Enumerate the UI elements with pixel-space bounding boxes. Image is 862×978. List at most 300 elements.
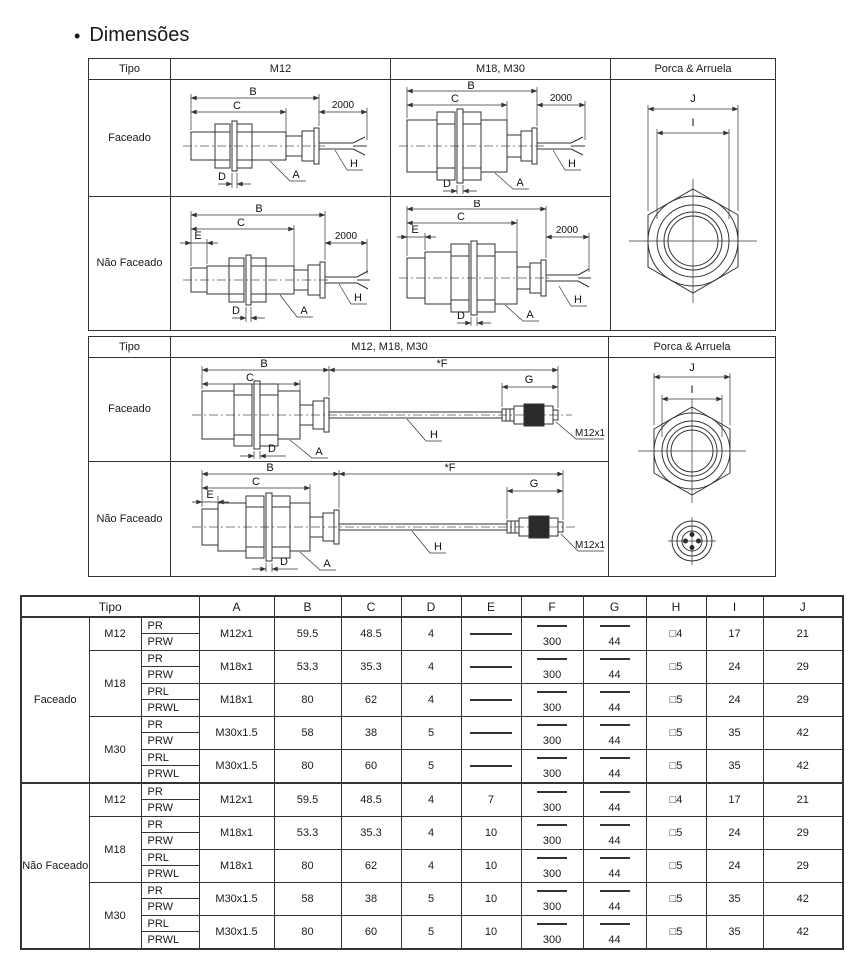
stacked-value <box>584 784 646 800</box>
model-label: PR <box>142 784 199 800</box>
value-cell-e: 10 <box>461 883 521 916</box>
header-e: E <box>461 596 521 617</box>
model-label: PRL <box>142 750 199 766</box>
t2-rowlabel-faceado: Faceado <box>89 358 171 462</box>
value-cell-i: 17 <box>706 783 763 817</box>
header-a: A <box>199 596 274 617</box>
m18-m30-nao-faceado-cable-diagram <box>395 200 607 328</box>
stacked-value: 300 <box>542 835 562 847</box>
value-cell-b: 80 <box>274 750 341 784</box>
page-title <box>74 24 189 47</box>
value-cell-f <box>521 817 583 850</box>
value-cell-f <box>521 717 583 750</box>
value-cell-c: 35.3 <box>341 817 401 850</box>
dim-label-2000: 2000 <box>334 230 357 242</box>
dim-label-c: C <box>456 210 465 223</box>
model-label: PRW <box>147 835 173 847</box>
value-cell-e <box>461 684 521 717</box>
value-cell-h: □5 <box>646 717 706 750</box>
value-cell-e: 10 <box>461 916 521 950</box>
dim-label-2000: 2000 <box>549 93 572 104</box>
dim-label-g: G <box>529 478 538 490</box>
value-cell-f <box>521 750 583 784</box>
value-cell-i: 35 <box>706 883 763 916</box>
dim-label-h: H <box>353 291 362 304</box>
value-cell-e <box>461 750 521 784</box>
header-h: H <box>646 596 706 617</box>
diagram-table-cable <box>88 58 776 331</box>
no-value-dash <box>537 857 567 859</box>
value-cell-h: □5 <box>646 750 706 784</box>
stacked-value: 300 <box>542 702 562 714</box>
dim-label-c: C <box>251 476 260 488</box>
t1-header-m18-m30: M18, M30 <box>391 59 611 80</box>
dim-label-e: E <box>410 223 419 236</box>
value-cell-a: M18x1 <box>199 684 274 717</box>
value-cell-c: 62 <box>341 684 401 717</box>
no-value-dash <box>600 691 630 693</box>
value-cell-j: 29 <box>763 817 843 850</box>
section-label: Faceado <box>21 617 89 783</box>
header-f: F <box>521 596 583 617</box>
stacked-value: 300 <box>542 802 562 814</box>
dim-label-2000: 2000 <box>555 224 578 236</box>
value-cell-i: 24 <box>706 651 763 684</box>
no-value-dash <box>600 791 630 793</box>
header-j: J <box>763 596 843 617</box>
dim-label-g: G <box>524 373 533 386</box>
value-cell-f <box>521 617 583 651</box>
table-row <box>21 617 843 651</box>
header-tipo: Tipo <box>21 596 199 617</box>
no-value-dash <box>537 625 567 627</box>
value-cell-j: 42 <box>763 916 843 950</box>
stacked-value: 44 <box>608 735 621 747</box>
value-cell-i: 24 <box>706 817 763 850</box>
nut-washer-connector-face-diagram <box>612 359 772 575</box>
value-cell-c: 60 <box>341 750 401 784</box>
value-cell-a: M30x1.5 <box>199 916 274 950</box>
stacked-value: 44 <box>608 802 621 814</box>
value-cell-d: 5 <box>401 750 461 784</box>
model-label: PR <box>142 883 199 899</box>
value-cell-a: M30x1.5 <box>199 750 274 784</box>
value-cell-b: 58 <box>274 717 341 750</box>
dim-label-a: A <box>322 558 331 570</box>
dimension-table <box>20 595 844 950</box>
value-cell-c: 35.3 <box>341 651 401 684</box>
value-cell-e <box>461 651 521 684</box>
value-cell-e: 7 <box>461 783 521 817</box>
value-cell-b: 59.5 <box>274 617 341 651</box>
t2-rowlabel-nao-faceado: Não Faceado <box>89 462 171 577</box>
no-value-dash <box>537 757 567 759</box>
model-label: PRW <box>147 802 173 814</box>
model-label: PRL <box>142 684 199 700</box>
no-value-dash <box>537 658 567 660</box>
value-cell-c: 62 <box>341 850 401 883</box>
value-cell-g <box>583 817 646 850</box>
value-cell-j: 21 <box>763 783 843 817</box>
connector-pin <box>690 532 695 537</box>
value-cell-c: 48.5 <box>341 783 401 817</box>
connector-pin <box>696 539 701 544</box>
dim-label-h: H <box>567 158 576 170</box>
model-label: PRWL <box>147 768 180 780</box>
value-cell-e <box>461 717 521 750</box>
value-cell-j: 29 <box>763 651 843 684</box>
value-cell-h: □5 <box>646 651 706 684</box>
dim-label-j: J <box>689 362 695 374</box>
value-cell-f <box>521 651 583 684</box>
stacked-value <box>522 916 583 932</box>
value-cell-g <box>583 850 646 883</box>
value-cell-g <box>583 684 646 717</box>
stacked-value <box>522 883 583 899</box>
model-label: PRL <box>142 916 199 932</box>
t2-header-porca-arruela: Porca & Arruela <box>609 337 776 358</box>
model-cell <box>141 783 199 817</box>
value-cell-c: 38 <box>341 717 401 750</box>
stacked-value: 300 <box>542 636 562 648</box>
t2-header-tipo: Tipo <box>89 337 171 358</box>
value-cell-d: 4 <box>401 850 461 883</box>
dim-label-a: A <box>515 177 524 189</box>
no-value-dash <box>537 791 567 793</box>
dim-label-2000: 2000 <box>331 100 354 111</box>
value-cell-b: 59.5 <box>274 783 341 817</box>
value-cell-g <box>583 883 646 916</box>
no-value-dash <box>600 923 630 925</box>
no-value-dash <box>600 724 630 726</box>
t1-cell-m18m30-nao-faceado <box>391 197 611 331</box>
m12-nao-faceado-cable-diagram <box>175 200 387 328</box>
table-row <box>21 684 843 717</box>
dim-label-h: H <box>433 541 442 553</box>
size-label: M30 <box>89 883 141 950</box>
value-cell-j: 42 <box>763 883 843 916</box>
model-cell <box>141 651 199 684</box>
table-row <box>21 817 843 850</box>
model-label: PR <box>142 717 199 733</box>
table-row <box>89 337 776 358</box>
stacked-value: 44 <box>608 702 621 714</box>
t1-rowlabel-nao-faceado: Não Faceado <box>89 197 171 331</box>
table-row <box>21 850 843 883</box>
diagram-table-connector <box>88 336 776 577</box>
value-cell-a: M12x1 <box>199 617 274 651</box>
value-cell-c: 48.5 <box>341 617 401 651</box>
stacked-value <box>522 784 583 800</box>
stacked-value <box>584 651 646 667</box>
dim-label-a: A <box>291 169 300 181</box>
no-value-dash <box>470 633 512 635</box>
no-value-dash <box>537 824 567 826</box>
connector-pin <box>690 545 695 550</box>
t1-cell-porca-arruela <box>611 80 776 331</box>
value-cell-h: □5 <box>646 684 706 717</box>
value-cell-d: 4 <box>401 817 461 850</box>
t1-header-tipo: Tipo <box>89 59 171 80</box>
stacked-value <box>522 750 583 766</box>
t1-cell-m18m30-faceado <box>391 80 611 197</box>
dim-label-b: B <box>254 202 263 215</box>
value-cell-i: 24 <box>706 850 763 883</box>
value-cell-b: 53.3 <box>274 817 341 850</box>
t1-header-porca-arruela: Porca & Arruela <box>611 59 776 80</box>
model-cell <box>141 717 199 750</box>
no-value-dash <box>600 857 630 859</box>
no-value-dash <box>600 824 630 826</box>
value-cell-h: □4 <box>646 617 706 651</box>
dim-label-b: B <box>259 358 268 370</box>
stacked-value <box>584 717 646 733</box>
dim-label-b: B <box>248 86 257 98</box>
nao-faceado-connector-diagram <box>172 463 608 575</box>
value-cell-i: 17 <box>706 617 763 651</box>
no-value-dash <box>600 757 630 759</box>
value-cell-d: 5 <box>401 916 461 950</box>
size-label: M30 <box>89 717 141 784</box>
table-row <box>89 59 776 80</box>
page-title-text: Dimensões <box>89 24 190 46</box>
dim-label-c: C <box>236 216 245 229</box>
stacked-value <box>584 618 646 634</box>
table-row <box>21 783 843 817</box>
value-cell-b: 80 <box>274 850 341 883</box>
model-cell <box>141 817 199 850</box>
stacked-value <box>522 850 583 866</box>
model-label: PRW <box>147 735 173 747</box>
stacked-value: 300 <box>542 735 562 747</box>
nut-washer-front-diagram <box>613 83 773 327</box>
value-cell-f <box>521 850 583 883</box>
header-c: C <box>341 596 401 617</box>
stacked-value <box>522 717 583 733</box>
value-cell-d: 4 <box>401 684 461 717</box>
table-row <box>21 750 843 784</box>
stacked-value <box>584 817 646 833</box>
value-cell-j: 29 <box>763 850 843 883</box>
stacked-value: 44 <box>608 768 621 780</box>
dim-label-m12x1: M12x1 <box>574 427 605 439</box>
stacked-value <box>522 651 583 667</box>
value-cell-c: 38 <box>341 883 401 916</box>
model-label: PRL <box>142 850 199 866</box>
stacked-value: 300 <box>542 868 562 880</box>
section-label: Não Faceado <box>21 783 89 949</box>
model-cell <box>141 916 199 950</box>
value-cell-f <box>521 684 583 717</box>
m18-m30-faceado-cable-diagram <box>395 80 607 196</box>
value-cell-d: 5 <box>401 883 461 916</box>
stacked-value: 44 <box>608 901 621 913</box>
size-label: M18 <box>89 817 141 883</box>
value-cell-d: 5 <box>401 717 461 750</box>
t2-header-m12-m18-m30: M12, M18, M30 <box>171 337 609 358</box>
no-value-dash <box>600 625 630 627</box>
dim-label-d: D <box>442 178 451 190</box>
t1-cell-m12-faceado <box>171 80 391 197</box>
no-value-dash <box>537 923 567 925</box>
dim-label-d: D <box>279 556 288 568</box>
value-cell-d: 4 <box>401 783 461 817</box>
table-row <box>21 883 843 916</box>
no-value-dash <box>470 666 512 668</box>
dim-label-d: D <box>231 304 240 317</box>
model-label: PRW <box>147 636 173 648</box>
t2-cell-nao-faceado <box>171 462 609 577</box>
size-label: M12 <box>89 617 141 651</box>
value-cell-h: □5 <box>646 817 706 850</box>
value-cell-g <box>583 916 646 950</box>
stacked-value: 300 <box>542 934 562 946</box>
value-cell-g <box>583 750 646 784</box>
t1-header-m12: M12 <box>171 59 391 80</box>
stacked-value <box>584 684 646 700</box>
value-cell-a: M18x1 <box>199 850 274 883</box>
stacked-value: 44 <box>608 636 621 648</box>
header-g: G <box>583 596 646 617</box>
value-cell-g <box>583 717 646 750</box>
dim-label-d: D <box>217 171 226 183</box>
value-cell-j: 42 <box>763 750 843 784</box>
connector-pin <box>683 539 688 544</box>
value-cell-j: 21 <box>763 617 843 651</box>
value-cell-a: M18x1 <box>199 817 274 850</box>
dim-label-c: C <box>232 100 241 112</box>
no-value-dash <box>600 890 630 892</box>
header-b: B <box>274 596 341 617</box>
t2-cell-faceado <box>171 358 609 462</box>
value-cell-a: M30x1.5 <box>199 883 274 916</box>
stacked-value: 44 <box>608 835 621 847</box>
dim-label-m12x1: M12x1 <box>574 540 605 551</box>
stacked-value: 44 <box>608 868 621 880</box>
value-cell-h: □5 <box>646 883 706 916</box>
stacked-value: 300 <box>542 669 562 681</box>
no-value-dash <box>537 724 567 726</box>
dim-label-e: E <box>193 229 202 242</box>
value-cell-j: 29 <box>763 684 843 717</box>
size-label: M12 <box>89 783 141 817</box>
value-cell-h: □5 <box>646 916 706 950</box>
dim-label-b: B <box>466 80 475 92</box>
stacked-value <box>584 750 646 766</box>
dim-label-d: D <box>456 309 465 322</box>
dim-label-f: *F <box>444 463 455 474</box>
model-cell <box>141 883 199 916</box>
model-cell <box>141 850 199 883</box>
value-cell-b: 58 <box>274 883 341 916</box>
value-cell-a: M18x1 <box>199 651 274 684</box>
no-value-dash <box>470 732 512 734</box>
model-cell <box>141 617 199 651</box>
stacked-value: 300 <box>542 901 562 913</box>
faceado-connector-diagram <box>172 359 608 461</box>
dim-table-body <box>21 617 843 949</box>
value-cell-i: 35 <box>706 750 763 784</box>
model-label: PR <box>142 817 199 833</box>
dim-label-h: H <box>429 428 438 441</box>
t1-cell-m12-nao-faceado <box>171 197 391 331</box>
table-header-row <box>21 596 843 617</box>
table-row <box>21 916 843 950</box>
model-label: PR <box>142 651 199 667</box>
value-cell-j: 42 <box>763 717 843 750</box>
value-cell-c: 60 <box>341 916 401 950</box>
table-row <box>21 717 843 750</box>
dim-label-b: B <box>265 463 274 474</box>
stacked-value: 44 <box>608 934 621 946</box>
dim-label-c: C <box>450 93 459 105</box>
dim-label-a: A <box>525 308 534 321</box>
no-value-dash <box>537 691 567 693</box>
value-cell-b: 53.3 <box>274 651 341 684</box>
value-cell-h: □4 <box>646 783 706 817</box>
size-label: M18 <box>89 651 141 717</box>
value-cell-d: 4 <box>401 651 461 684</box>
t2-cell-porca-arruela <box>609 358 776 577</box>
model-label: PRWL <box>147 934 180 946</box>
stacked-value <box>522 817 583 833</box>
dim-label-i: I <box>690 384 694 396</box>
stacked-value <box>584 883 646 899</box>
dim-label-e: E <box>205 489 214 501</box>
dim-label-b: B <box>472 199 481 210</box>
header-i: I <box>706 596 763 617</box>
value-cell-f <box>521 783 583 817</box>
value-cell-b: 80 <box>274 684 341 717</box>
value-cell-e: 10 <box>461 817 521 850</box>
model-label: PRWL <box>147 702 180 714</box>
value-cell-f <box>521 883 583 916</box>
dim-label-h: H <box>349 158 358 170</box>
value-cell-g <box>583 783 646 817</box>
no-value-dash <box>470 765 512 767</box>
table-row <box>21 651 843 684</box>
model-cell <box>141 684 199 717</box>
table-row <box>89 358 776 462</box>
no-value-dash <box>470 699 512 701</box>
model-label: PRW <box>147 669 173 681</box>
stacked-value <box>522 618 583 634</box>
model-label: PRW <box>147 901 173 913</box>
value-cell-i: 35 <box>706 717 763 750</box>
value-cell-i: 24 <box>706 684 763 717</box>
model-cell <box>141 750 199 784</box>
stacked-value <box>584 916 646 932</box>
dim-label-f: *F <box>436 358 447 370</box>
model-label: PR <box>142 618 199 634</box>
value-cell-a: M12x1 <box>199 783 274 817</box>
value-cell-g <box>583 617 646 651</box>
dim-label-i: I <box>691 117 695 129</box>
value-cell-g <box>583 651 646 684</box>
dim-label-a: A <box>299 304 308 317</box>
stacked-value: 300 <box>542 768 562 780</box>
value-cell-e: 10 <box>461 850 521 883</box>
t1-rowlabel-faceado: Faceado <box>89 80 171 197</box>
header-d: D <box>401 596 461 617</box>
no-value-dash <box>600 658 630 660</box>
value-cell-b: 80 <box>274 916 341 950</box>
dim-label-d: D <box>267 442 276 455</box>
dim-label-j: J <box>690 93 696 105</box>
title-bullet-icon: • <box>74 25 81 46</box>
value-cell-i: 35 <box>706 916 763 950</box>
m12-faceado-cable-diagram <box>175 82 387 194</box>
